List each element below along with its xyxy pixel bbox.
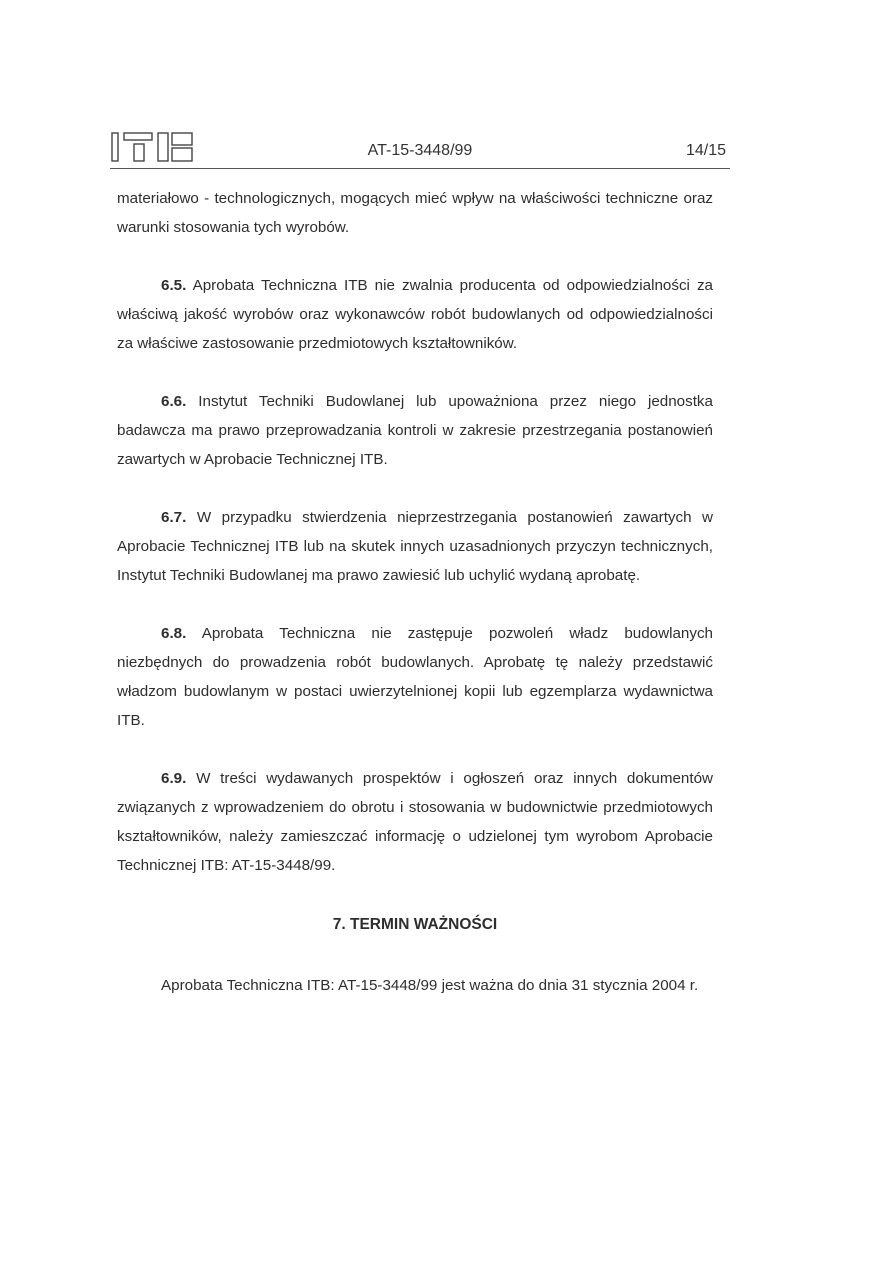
paragraph-6-5 <box>117 271 713 358</box>
itb-logo <box>110 130 200 164</box>
page-number: 14/15 <box>685 142 726 159</box>
paragraph-continuation <box>117 184 713 242</box>
paragraph-number: 6.8. <box>161 625 187 642</box>
paragraph-text: Instytut Techniki Budowlanej lub upoważniona przez niego jednostka badawcza ma prawo przeprowadzania kontroli w zakresie przestrzegania postanowień zawartych w Aprobacie Technicznej ITB. <box>117 393 713 468</box>
paragraph-text: Aprobata Techniczna nie zastępuje pozwoleń władz budowlanych niezbędnych do prowadzenia robót budowlanych. Aprobatę tę należy przedstawić władzom budowlanym w postaci uwierzytelnionej kopii lub egzemplarza wydawnictwa ITB. <box>117 625 713 729</box>
paragraph-number: 6.6. <box>161 393 187 410</box>
validity-statement: Aprobata Techniczna ITB: AT-15-3448/99 jest ważna do dnia 31 stycznia 2004 r. <box>161 977 699 994</box>
document-number: AT-15-3448/99 <box>367 142 473 159</box>
document-body <box>117 184 713 1000</box>
paragraph-number: 6.9. <box>161 770 187 787</box>
paragraph-6-7 <box>117 503 713 590</box>
paragraph-text: W przypadku stwierdzenia nieprzestrzegania postanowień zawartych w Aprobacie Technicznej ITB lub na skutek innych uzasadnionych przyczyn technicznych, Instytut Techniki Budowlanej ma prawo zawiesić lub uchylić wydaną aprobatę. <box>117 509 713 584</box>
paragraph-6-9 <box>117 764 713 880</box>
paragraph-number: 6.7. <box>161 509 187 526</box>
paragraph-number: 6.5. <box>161 277 187 294</box>
paragraph-6-8 <box>117 619 713 735</box>
itb-logo-icon <box>110 130 200 164</box>
page-header <box>110 126 730 169</box>
section-7-title: 7. TERMIN WAŻNOŚCI <box>332 916 498 933</box>
paragraph-text: W treści wydawanych prospektów i ogłoszeń oraz innych dokumentów związanych z wprowadzeniem do obrotu i stosowania w budownictwie przedmiotowych kształtowników, należy zamieszczać informację o udzielonej tym wyrobom Aprobacie Technicznej ITB: AT-15-3448/99. <box>117 770 713 874</box>
paragraph-6-6 <box>117 387 713 474</box>
paragraph-text: Aprobata Techniczna ITB nie zwalnia producenta od odpowiedzialności za właściwą jakość wyrobów oraz wykonawców robót budowlanych od odpowiedzialności za właściwe zastosowanie przedmiotowych kształtowników. <box>117 277 714 352</box>
paragraph-text: materiałowo - technologicznych, mogących mieć wpływ na właściwości techniczne oraz warunki stosowania tych wyrobów. <box>117 190 713 236</box>
